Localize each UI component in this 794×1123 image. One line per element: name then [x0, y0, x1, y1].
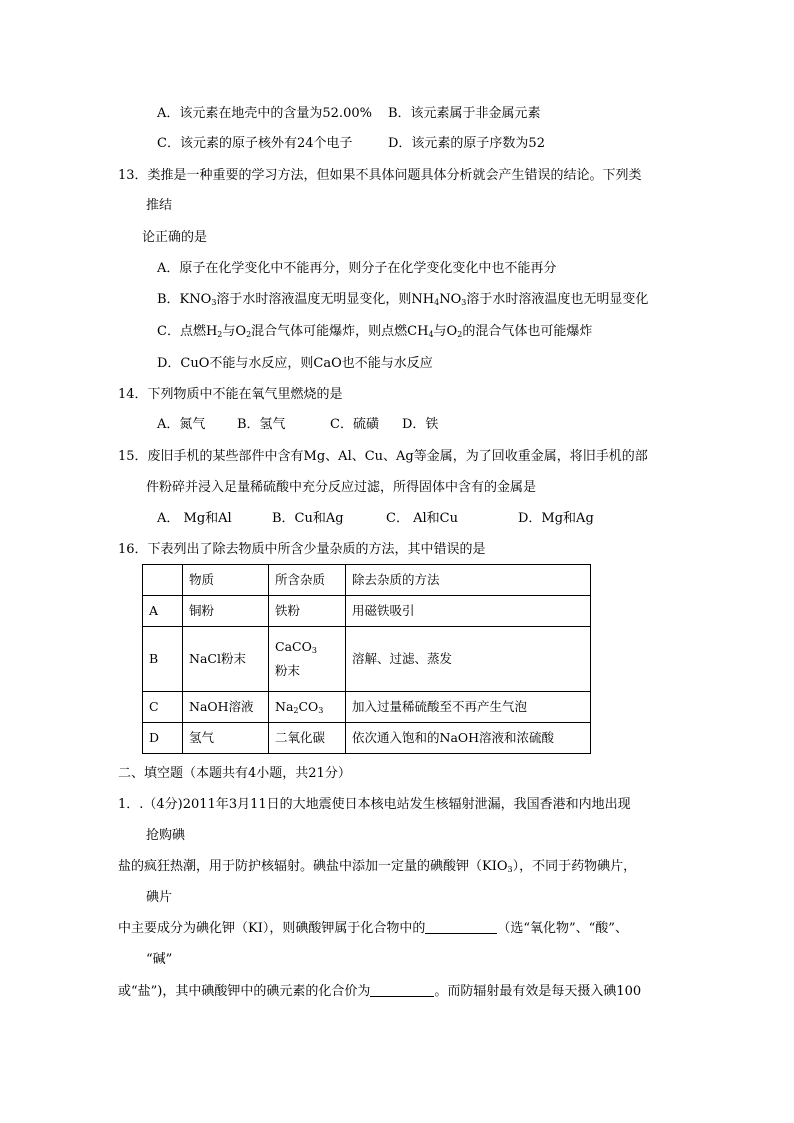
q13-b-text: 溶于水时溶液温度无明显变化，则NH [216, 292, 435, 307]
impurity-sub: 3 [311, 646, 317, 655]
q14-option-c: C．硫磺 [330, 417, 379, 432]
table-row [143, 627, 591, 692]
row-label: B [143, 627, 183, 692]
q12-option-c: C．该元素的原子核外有24个电子 [157, 136, 353, 151]
q13-option-b [157, 291, 648, 309]
fill1-line3 [118, 858, 636, 876]
substance-cell: NaCl粉末 [183, 627, 269, 692]
fill1-line1: 1．.（4分)2011年3月11日的大地震使日本核电站发生核辐射泄漏，我国香港和内地出现 [118, 797, 631, 812]
q13-c-text: 与O [433, 324, 458, 339]
q13-b-text: 溶于水时溶液温度也无明显变化 [466, 292, 649, 307]
q15-stem-line1: 15．废旧手机的某些部件中含有Mg、Al、Cu、Ag等金属，为了回收重金属，将旧手机的部 [118, 449, 648, 464]
answer-blank[interactable] [370, 983, 434, 997]
impurity-sub: 3 [318, 706, 324, 715]
fill1-line4: 碘片 [146, 890, 173, 905]
q14-stem: 14．下列物质中不能在氧气里燃烧的是 [118, 387, 343, 402]
table-header-row [143, 565, 591, 596]
impurity-text: CaCO [275, 639, 312, 654]
section-heading: 二、填空题（本题共有4小题，共21分） [118, 766, 351, 781]
fill1-text: 中主要成分为碘化钾（KI），则碘酸钾属于化合物中的 [118, 921, 426, 936]
q13-b-sub: 3 [211, 298, 217, 307]
table-header-cell: 物质 [183, 565, 269, 596]
q14-option-a: A．氮气 [157, 417, 206, 432]
substance-cell: 铜粉 [183, 596, 269, 627]
q13-stem-line1: 13．类推是一种重要的学习方法，但如果不具体问题具体分析就会产生错误的结论。下列类 [118, 168, 642, 183]
table-header-cell: 除去杂质的方法 [346, 565, 591, 596]
q13-c-text: 与O [222, 324, 247, 339]
q15-option-b: B．Cu和Ag [272, 511, 344, 526]
table-header-cell: 所含杂质 [269, 565, 346, 596]
q13-b-text: NO [439, 292, 462, 307]
table-row [143, 596, 591, 627]
q15-option-c: C． Al和Cu [386, 511, 458, 526]
method-cell: 加入过量稀硫酸至不再产生气泡 [346, 692, 591, 723]
q13-c-text: C．点燃H [157, 324, 218, 339]
method-cell: 用磁铁吸引 [346, 596, 591, 627]
fill1-line2: 抢购碘 [146, 828, 186, 843]
q13-c-sub: 2 [246, 330, 252, 339]
q12-option-b: B．该元素属于非金属元素 [388, 106, 541, 121]
q13-b-text: B．KNO [157, 292, 212, 307]
table-row [143, 723, 591, 754]
row-label: A [143, 596, 183, 627]
fill1-text: ），不同于药物碘片， [512, 859, 637, 874]
q13-option-d: D．CuO不能与水反应，则CaO也不能与水反应 [157, 356, 433, 371]
impurity-text: 粉末 [275, 639, 330, 678]
q13-option-c [157, 323, 592, 341]
fill1-text: 盐的疯狂热潮，用于防护核辐射。碘盐中添加一定量的碘酸钾（KIO [118, 859, 508, 874]
table-header-cell [143, 565, 183, 596]
q13-c-sub: 2 [217, 330, 223, 339]
q13-stem-line2: 推结 [146, 198, 173, 213]
q15-option-a: A． Mg和Al [157, 511, 232, 526]
impurity-cell [269, 692, 346, 723]
substance-cell: NaOH溶液 [183, 692, 269, 723]
row-label: D [143, 723, 183, 754]
q15-option-d: D．Mg和Ag [518, 511, 594, 526]
impurity-cell [269, 627, 346, 692]
table-row [143, 692, 591, 723]
method-cell: 依次通入饱和的NaOH溶液和浓硫酸 [346, 723, 591, 754]
q13-stem-line3: 论正确的是 [142, 230, 208, 245]
impurity-cell: 二氧化碳 [269, 723, 346, 754]
fill1-line6: “碱” [146, 952, 173, 967]
fill1-line5 [118, 920, 628, 938]
fill1-sub: 3 [507, 865, 513, 874]
substance-cell: 氢气 [183, 723, 269, 754]
q14-option-d: D．铁 [402, 417, 439, 432]
q12-option-a: A．该元素在地壳中的含量为52.00% [157, 106, 372, 121]
impurity-sub: 2 [293, 706, 299, 715]
answer-blank[interactable] [425, 920, 497, 934]
q12-option-d: D．该元素的原子序数为52 [388, 136, 545, 151]
q13-option-a: A．原子在化学变化中不能再分，则分子在化学变化变化中也不能再分 [157, 261, 557, 276]
fill1-text: 或“盐”)，其中碘酸钾中的碘元素的化合价为 [118, 984, 371, 999]
q13-c-sub: 2 [457, 330, 463, 339]
row-label: C [143, 692, 183, 723]
method-cell: 溶解、过滤、蒸发 [346, 627, 591, 692]
impurity-cell: 铁粉 [269, 596, 346, 627]
impurity-table [142, 564, 591, 754]
q14-option-b: B．氢气 [237, 417, 286, 432]
q13-b-sub: 4 [434, 298, 440, 307]
q15-stem-line2: 件粉碎并浸入足量稀硫酸中充分反应过滤，所得固体中含有的金属是 [146, 480, 537, 495]
fill1-text: （选“氧化物”、“酸”、 [497, 921, 628, 936]
fill1-line7 [118, 983, 641, 1001]
q13-c-text: 混合气体可能爆炸，则点燃CH [251, 324, 429, 339]
q13-c-text: 的混合气体也可能爆炸 [462, 324, 593, 339]
q13-b-sub: 3 [461, 298, 467, 307]
impurity-text: Na [275, 699, 294, 714]
q13-c-sub: 4 [428, 330, 434, 339]
impurity-text: CO [298, 699, 319, 714]
fill1-text: 。而防辐射最有效是每天摄入碘100 [434, 984, 642, 999]
q16-stem: 16．下表列出了除去物质中所含少量杂质的方法，其中错误的是 [118, 542, 486, 557]
